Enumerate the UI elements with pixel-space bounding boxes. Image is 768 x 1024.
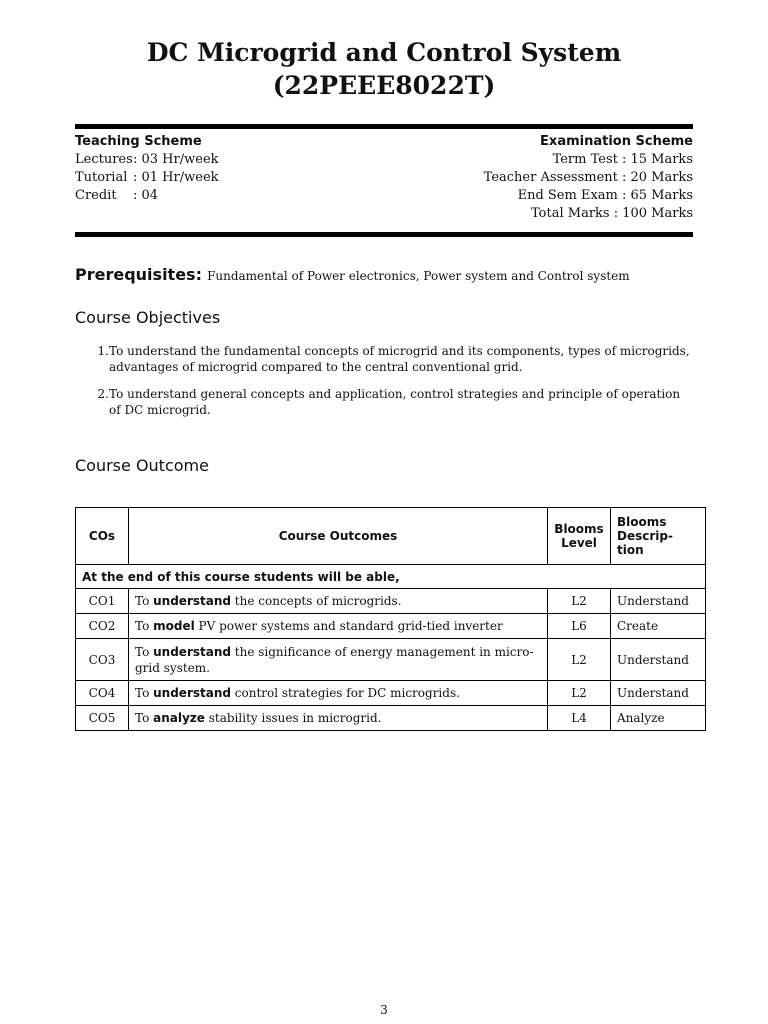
- column-header-cos: COs: [76, 508, 129, 565]
- teaching-row-tutorial: [75, 169, 219, 187]
- table-row: [76, 681, 706, 706]
- prerequisites-heading: Prerequisites:: [75, 265, 202, 284]
- co-id: CO1: [76, 589, 129, 614]
- co-outcome: To model PV power systems and standard grid-tied inverter: [129, 614, 548, 639]
- co-id: CO5: [76, 706, 129, 731]
- teaching-row-credit: [75, 187, 219, 205]
- page-number: 3: [380, 1003, 388, 1017]
- co-level: L6: [548, 614, 611, 639]
- table-row: [76, 565, 706, 589]
- co-outcome: To understand control strategies for DC microgrids.: [129, 681, 548, 706]
- column-header-level: Blooms Level: [548, 508, 611, 565]
- course-code: (22PEEE8022T): [272, 71, 496, 100]
- page-title: [0, 36, 768, 102]
- teaching-row-lectures: [75, 151, 219, 169]
- teaching-label: Credit: [75, 188, 117, 203]
- table-row: [76, 706, 706, 731]
- exam-row-term-test: Term Test : 15 Marks: [552, 152, 693, 167]
- intro-row-text: At the end of this course students will be able,: [76, 565, 706, 589]
- column-header-description: Blooms Descrip-tion: [611, 508, 706, 565]
- co-id: CO3: [76, 639, 129, 681]
- co-id: CO2: [76, 614, 129, 639]
- co-description: Analyze: [611, 706, 706, 731]
- co-outcome: To analyze stability issues in microgrid.: [129, 706, 548, 731]
- course-outcome-table: [75, 507, 706, 731]
- list-text: To understand general concepts and application, control strategies and principle of operation of DC microgrid.: [109, 387, 681, 417]
- table-row: [76, 589, 706, 614]
- bottom-rule: [75, 232, 693, 237]
- list-number: 1.: [97, 344, 109, 358]
- co-outcome: To understand the concepts of microgrids.: [129, 589, 548, 614]
- co-description: Understand: [611, 589, 706, 614]
- course-objectives-heading: Course Objectives: [75, 308, 221, 327]
- objectives-list: [75, 343, 695, 429]
- co-level: L2: [548, 589, 611, 614]
- list-item: [75, 343, 695, 375]
- teaching-label: Lectures: [75, 152, 133, 167]
- co-level: L2: [548, 639, 611, 681]
- teaching-scheme-heading: Teaching Scheme: [75, 134, 202, 149]
- co-description: Create: [611, 614, 706, 639]
- co-level: L2: [548, 681, 611, 706]
- co-outcome: To understand the significance of energy management in micro-grid system.: [129, 639, 548, 681]
- co-description: Understand: [611, 639, 706, 681]
- top-rule: [75, 124, 693, 129]
- exam-row-total: Total Marks : 100 Marks: [531, 206, 693, 221]
- teaching-value: : 03 Hr/week: [133, 152, 219, 167]
- exam-row-end-sem: End Sem Exam : 65 Marks: [517, 188, 693, 203]
- teaching-scheme: [75, 133, 219, 205]
- co-level: L4: [548, 706, 611, 731]
- list-text: To understand the fundamental concepts of microgrid and its components, types of microgrids, advantages of microgrid compared to the central conventional grid.: [109, 344, 690, 374]
- examination-scheme-heading: Examination Scheme: [540, 134, 693, 149]
- prerequisites-text: Fundamental of Power electronics, Power system and Control system: [207, 269, 630, 283]
- list-number: 2.: [97, 387, 109, 401]
- co-description: Understand: [611, 681, 706, 706]
- exam-row-teacher-assessment: Teacher Assessment : 20 Marks: [483, 170, 693, 185]
- teaching-label: Tutorial: [75, 170, 128, 185]
- examination-scheme: [484, 133, 693, 223]
- column-header-outcomes: Course Outcomes: [129, 508, 548, 565]
- course-title: DC Microgrid and Control System: [146, 38, 622, 67]
- table-header-row: [76, 508, 706, 565]
- teaching-value: : 04: [133, 188, 159, 203]
- table-row: [76, 614, 706, 639]
- table-row: [76, 639, 706, 681]
- co-id: CO4: [76, 681, 129, 706]
- list-item: [75, 386, 695, 418]
- teaching-value: : 01 Hr/week: [133, 170, 219, 185]
- prerequisites: [75, 265, 630, 284]
- course-outcome-heading: Course Outcome: [75, 456, 209, 475]
